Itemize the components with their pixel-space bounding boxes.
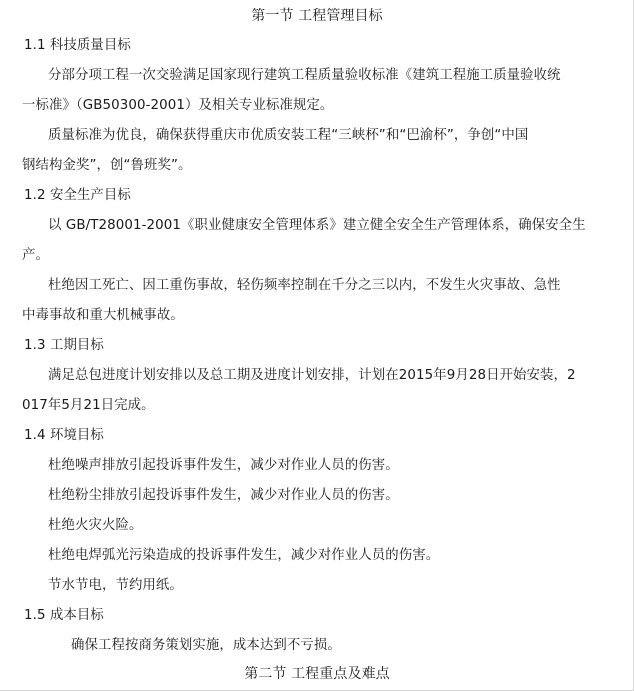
paragraph-line: 杜绝噪声排放引起投诉事件发生，减少对作业人员的伤害。 [48,458,399,473]
subsection-heading-safety: 1.2 安全生产目标 [24,188,131,203]
paragraph-line: 杜绝因工死亡、因工重伤事故，轻伤频率控制在千分之三以内，不发生火灾事故、急性 [48,278,561,293]
subsection-heading-environment: 1.4 环境目标 [24,428,104,443]
paragraph-line: 质量标准为优良，确保获得重庆市优质安装工程“三峡杯”和“巴渝杯”，争创“中国 [48,128,529,143]
paragraph-line: 以 GB/T28001-2001《职业健康安全管理体系》建立健全安全生产管理体系，确保安全生 [48,218,586,233]
paragraph-line: 017年5月21日完成。 [22,398,155,413]
paragraph-line: 杜绝电焊弧光污染造成的投诉事件发生，减少对作业人员的伤害。 [48,548,440,563]
paragraph-line: 杜绝粉尘排放引起投诉事件发生，减少对作业人员的伤害。 [48,488,399,503]
paragraph-line: 确保工程按商务策划实施，成本达到不亏损。 [71,638,341,653]
paragraph-line: 一标准》（GB50300-2001）及相关专业标准规定。 [22,98,334,113]
paragraph-line: 中毒事故和重大机械事故。 [22,308,184,323]
paragraph-line: 产。 [22,248,49,263]
paragraph-line: 节水节电，节约用纸。 [48,578,183,593]
subsection-heading-quality: 1.1 科技质量目标 [24,38,131,53]
paragraph-line: 满足总包进度计划安排以及总工期及进度计划安排，计划在2015年9月28日开始安装，2 [48,368,576,383]
paragraph-line: 杜绝火灾火险。 [48,518,143,533]
subsection-heading-schedule: 1.3 工期目标 [24,338,104,353]
paragraph-line: 分部分项工程一次交验满足国家现行建筑工程质量验收标准《建筑工程施工质量验收统 [48,68,561,83]
section-title: 第一节 工程管理目标 [251,8,383,24]
section-title: 第二节 工程重点及难点 [244,666,390,682]
subsection-heading-cost: 1.5 成本目标 [24,608,104,623]
paragraph-line: 钢结构金奖”，创“鲁班奖”。 [22,158,192,173]
